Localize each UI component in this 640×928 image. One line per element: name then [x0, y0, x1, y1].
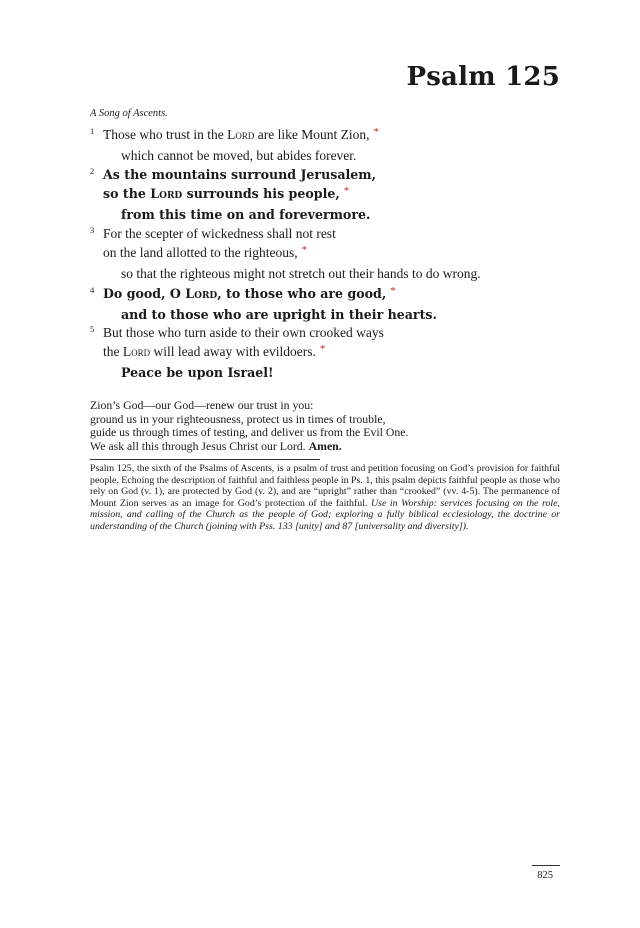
prayer-line-3: guide us through times of testing, and deliver us from the Evil One. [90, 425, 409, 439]
verse-number: 5 [90, 324, 95, 334]
verse-number: 1 [90, 126, 95, 136]
lord-smallcaps: Lord [150, 186, 183, 201]
lord-smallcaps: Lord [227, 127, 255, 142]
lord-smallcaps: Lord [185, 286, 218, 301]
lord-smallcaps: Lord [122, 344, 151, 359]
verse-number: 3 [90, 225, 95, 235]
commentary-text: Psalm 125, the sixth of the Psalms of Ascents, is a psalm of trust and petition focusing on God’s provision for faithful people. Echoing the description of faithful and faithless people in Ps. 1, this psalm depicts faithful people as those who rely on God (v. 1), are protected by God (v. 2), and are “upright” rather than “crooked” (vv. 4-5). The permanence of Mount Zion serves as an image for God’s protection of the faithful. [90, 463, 560, 509]
verse-4-line-1: 4 Do good, O Lord, to those who are good, * [90, 284, 580, 305]
verse-3-line-2: on the land allotted to the righteous, * [103, 244, 308, 260]
prayer-line-1: Zion’s God—our God—renew our trust in you: [90, 398, 314, 412]
asterisk-mark: * [301, 244, 308, 256]
verse-4-line-2: and to those who are upright in their hearts. [121, 307, 437, 322]
use-in-worship: Use in Worship: services focusing on the role, mission, and calling of the Church as the people of God; exploring a fully biblical ecclesiology, the doctrine or understanding of the Church (joining with Pss. 133 [unity] and 87 [universality and diversity]). [90, 497, 560, 532]
verse-1-line-1: 1 Those who trust in the Lord are like Mount Zion, * [90, 125, 580, 146]
superscription: A Song of Ascents. [90, 108, 168, 119]
verse-1 [90, 125, 580, 165]
verse-4 [90, 284, 580, 324]
prayer-line-2: ground us in your righteousness, protect us in times of trouble, [90, 411, 386, 426]
verse-number: 2 [90, 166, 95, 176]
psalm-commentary [90, 463, 560, 533]
verse-5-line-2: the Lord will lead away with evildoers. * [103, 343, 326, 359]
verse-2-line-3: from this time on and forevermore. [121, 207, 371, 222]
verse-5 [90, 323, 580, 382]
asterisk-mark: * [319, 343, 326, 355]
verse-5-line-3: Peace be upon Israel! [121, 365, 274, 380]
verse-5-line-1: 5 But those who turn aside to their own crooked ways [90, 323, 580, 342]
verse-2 [90, 165, 580, 224]
psalm-prayer [90, 399, 408, 453]
asterisk-mark: * [343, 185, 350, 197]
psalm-title: Psalm 125 [406, 62, 560, 92]
prayer-line-4: We ask all this through Jesus Christ our Lord. Amen. [90, 438, 342, 453]
page-number: 825 [537, 870, 553, 881]
verse-2-line-2: so the Lord surrounds his people, * [103, 185, 350, 201]
verse-3 [90, 224, 580, 283]
verse-1-line-2: which cannot be moved, but abides forever. [121, 148, 357, 163]
asterisk-mark: * [390, 285, 396, 297]
verse-number: 4 [90, 285, 95, 295]
verse-3-line-3: so that the righteous might not stretch out their hands to do wrong. [121, 266, 481, 281]
footnote-divider [90, 459, 320, 460]
page-number-rule [532, 865, 560, 866]
prayer-amen: Amen. [308, 438, 342, 453]
verse-2-line-1: 2 As the mountains surround Jerusalem, [90, 165, 580, 184]
asterisk-mark: * [373, 126, 379, 138]
verse-3-line-1: 3 For the scepter of wickedness shall not rest [90, 224, 580, 243]
